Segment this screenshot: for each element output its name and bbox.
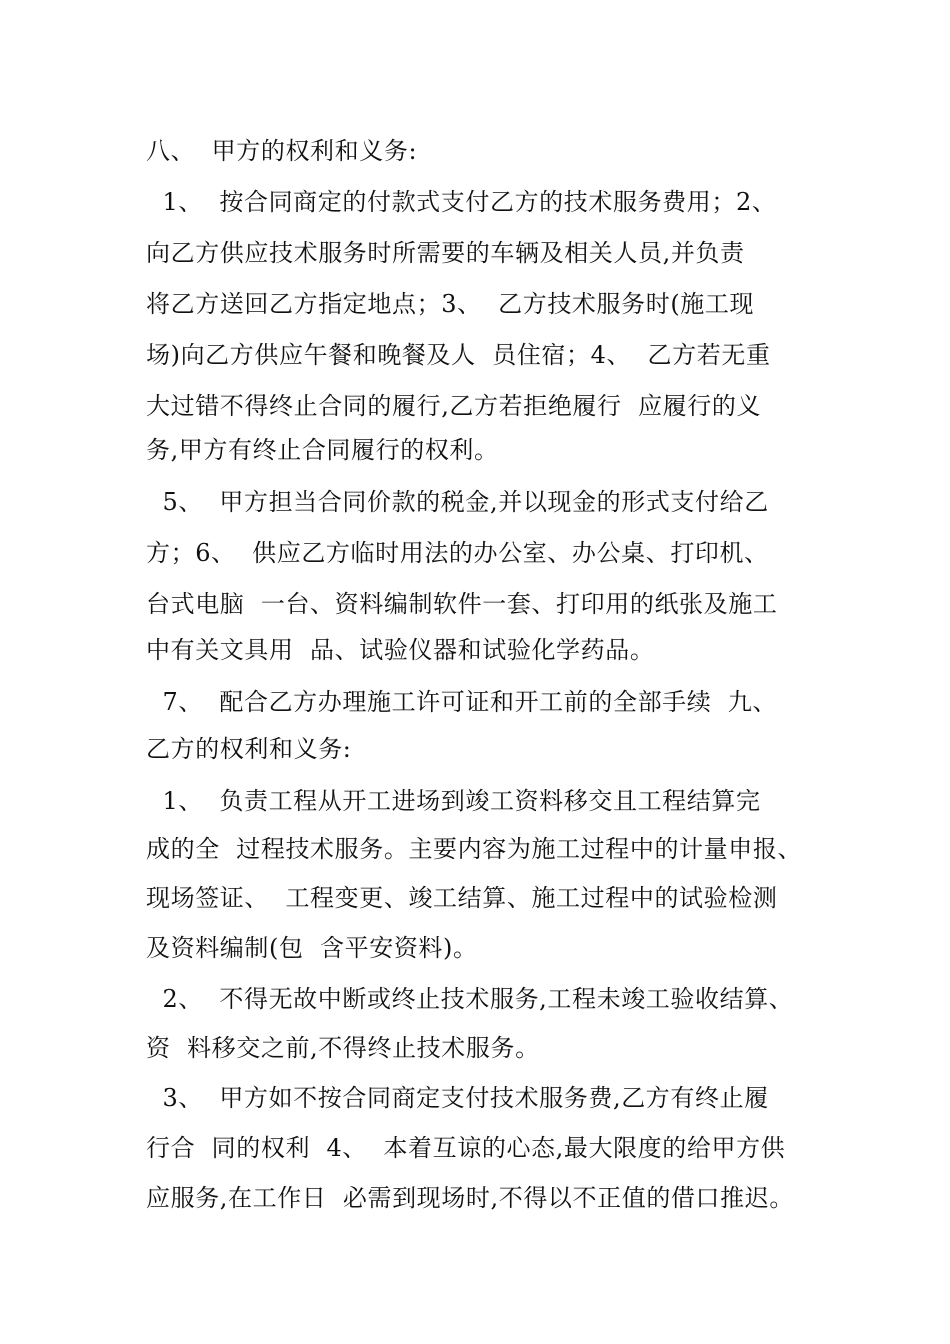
text-line: 向乙方供应技术服务时所需要的车辆及相关人员,并负责 (146, 239, 745, 267)
text-line: 场)向乙方供应午餐和晚餐及人 员住宿；4、 乙方若无重 (146, 341, 771, 369)
text-line: 中有关文具用 品、试验仪器和试验化学药品。 (146, 636, 655, 664)
text-line: 资 料移交之前,不得终止技术服务。 (146, 1034, 540, 1062)
text-line: 大过错不得终止合同的履行,乙方若拒绝履行 应履行的义 (146, 392, 762, 420)
text-line: 八、 甲方的权利和义务: (146, 137, 418, 165)
text-line: 及资料编制(包 含平安资料)。 (146, 934, 478, 962)
text-line: 1、 负责工程从开工进场到竣工资料移交且工程结算完 (146, 787, 761, 815)
text-line: 7、 配合乙方办理施工许可证和开工前的全部手续 九、 (146, 688, 778, 716)
text-line: 现场签证、 工程变更、竣工结算、施工过程中的试验检测 (146, 884, 778, 912)
text-line: 台式电脑 一台、资料编制软件一套、打印用的纸张及施工 (146, 590, 778, 618)
text-line: 应服务,在工作日 必需到现场时,不得以不正值的借口推迟。 (146, 1184, 794, 1212)
text-line: 5、 甲方担当合同价款的税金,并以现金的形式支付给乙 (146, 488, 769, 516)
text-line: 行合 同的权利 4、 本着互谅的心态,最大限度的给甲方供 (146, 1134, 786, 1162)
text-line: 方；6、 供应乙方临时用法的办公室、办公桌、打印机、 (146, 539, 769, 567)
text-line: 成的全 过程技术服务。主要内容为施工过程中的计量申报、 (146, 835, 803, 863)
text-line: 1、 按合同商定的付款式支付乙方的技术服务费用；2、 (146, 188, 777, 216)
text-line: 3、 甲方如不按合同商定支付技术服务费,乙方有终止履 (146, 1084, 769, 1112)
text-line: 乙方的权利和义务: (146, 735, 352, 763)
text-line: 将乙方送回乙方指定地点；3、 乙方技术服务时(施工现 (146, 290, 755, 318)
text-line: 2、 不得无故中断或终止技术服务,工程未竣工验收结算、 (146, 985, 794, 1013)
text-line: 务,甲方有终止合同履行的权利。 (146, 436, 499, 464)
